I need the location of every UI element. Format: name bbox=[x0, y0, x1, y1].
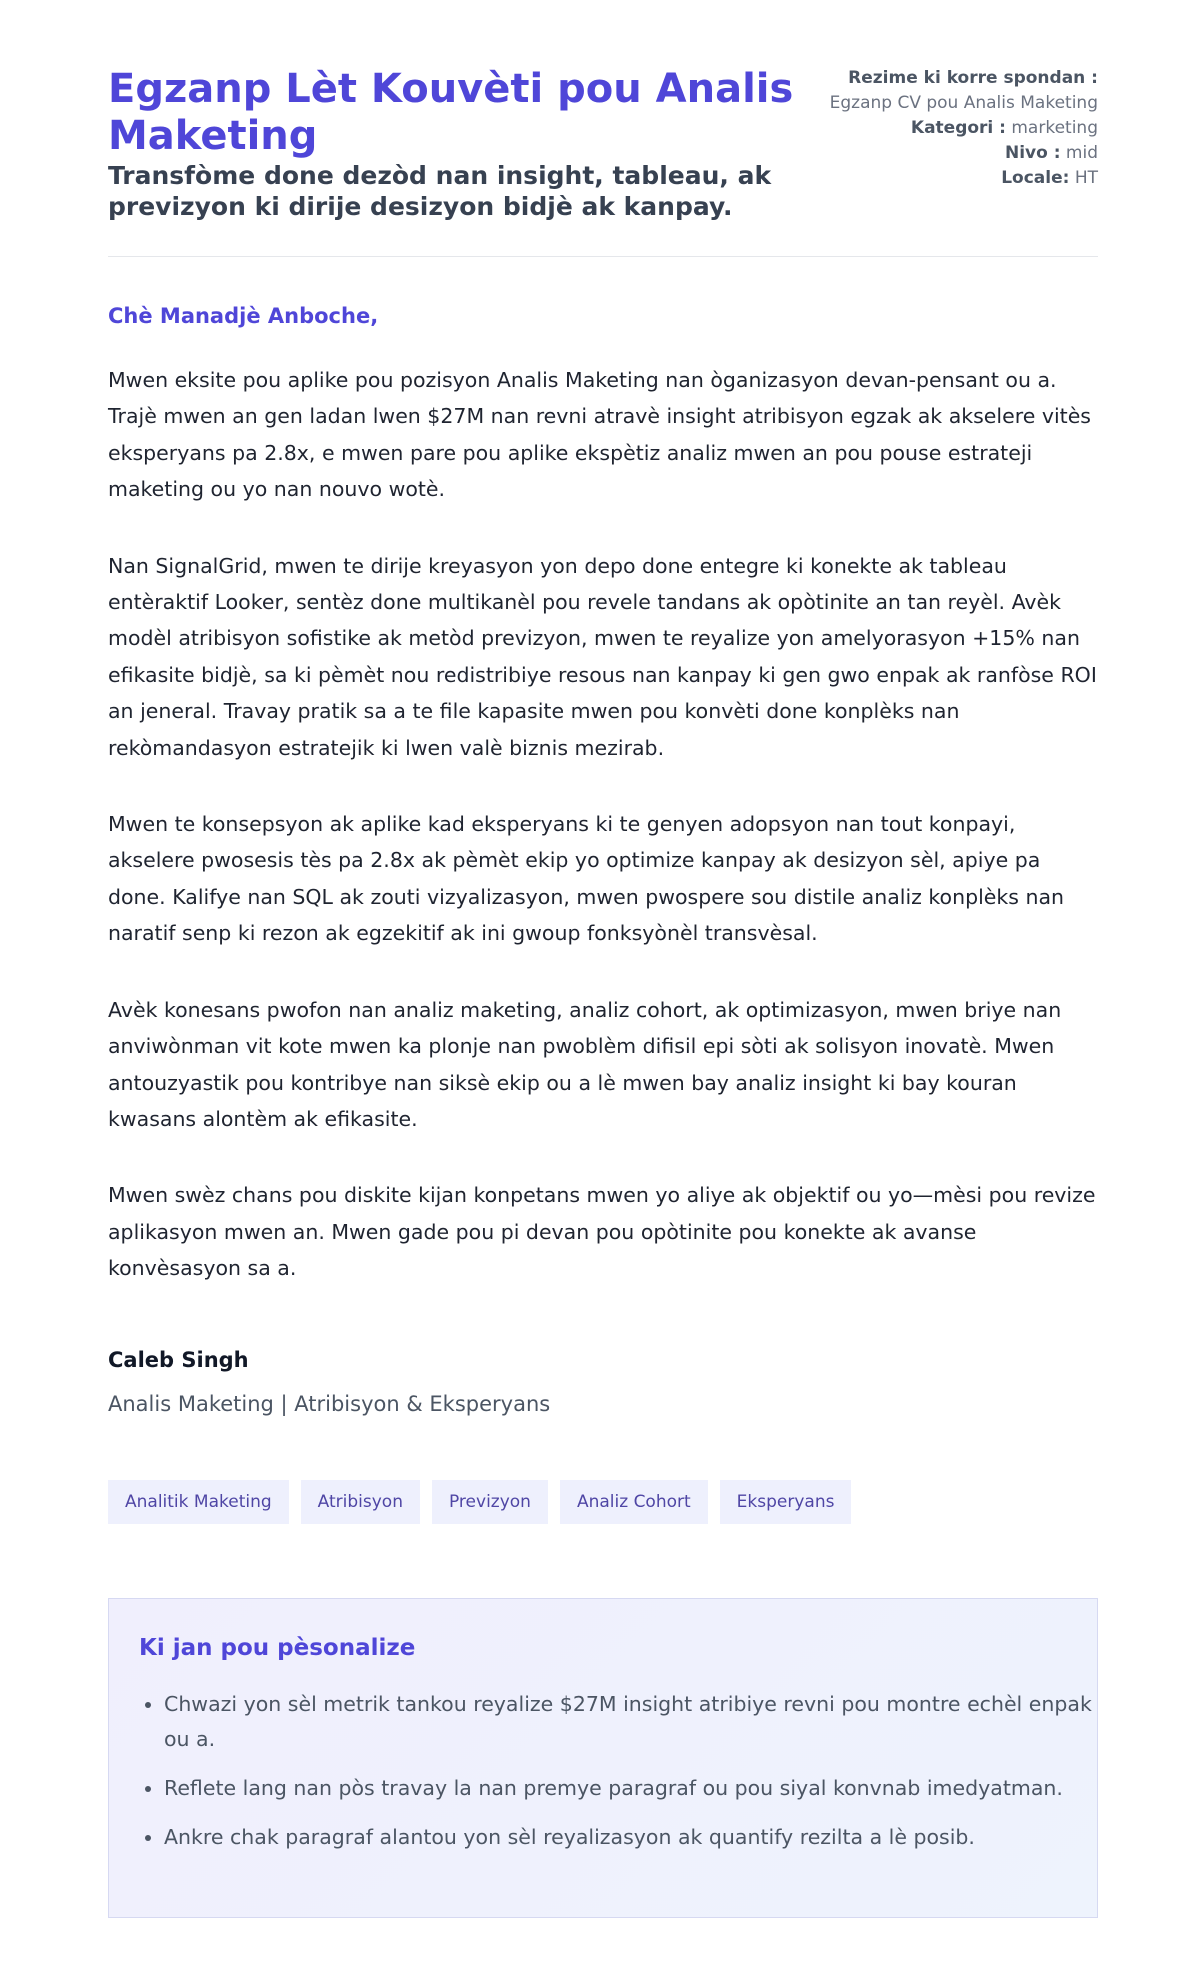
tip-item: • Chwazi yon sèl metrik tankou reyalize $27M insight atribiye revni pou montre echèl enpak ou a. bbox=[164, 1687, 1094, 1757]
paragraph: Mwen eksite pou aplike pou pozisyon Analis Maketing nan òganizasyon devan-pensant ou a. Trajè mwen an gen ladan lwen $27M nan revni atravè insight atribisyon egzak ak akselere vitès eksperyans pa 2.8x, e mwen pare pou aplike ekspètiz analiz mwen an pou pouse estrateji maketing ou yo nan nouvo wotè. bbox=[108, 368, 1091, 502]
meta-level-value: mid bbox=[1065, 143, 1098, 163]
meta-category bbox=[798, 116, 1098, 141]
tag: Analitik Maketing bbox=[108, 1480, 289, 1524]
meta-category-value: marketing bbox=[1011, 118, 1098, 138]
meta-level bbox=[798, 141, 1098, 166]
paragraph: Avèk konesans pwofon nan analiz maketing, analiz cohort, ak optimizasyon, mwen briye nan anviwònman vit kote mwen ka plonje nan pwoblèm difisil epi sòti ak solisyon inovatè. Mwen antouzyastik pou kontribye nan siksè ekip ou a lè mwen bay analiz insight ki bay kouran kwasans alontèm ak efikasite. bbox=[108, 997, 1062, 1131]
letter-header bbox=[108, 0, 1098, 257]
meta-level-label: Nivo : bbox=[1004, 143, 1061, 163]
salutation: Chè Manadjè Anboche, bbox=[108, 304, 379, 328]
tip-item: • Ankre chak paragraf alantou yon sèl reyalizasyon ak quantify rezilta a lè posib. bbox=[164, 1820, 1094, 1855]
paragraph: Mwen te konsepsyon ak aplike kad eksperyans ki te genyen adopsyon nan tout konpayi, akselere pwosesis tès pa 2.8x ak pèmèt ekip yo optimize kanpay ak desizyon sèl, apiye pa done. Kalifye nan SQL ak zouti vizyalizasyon, mwen pwospere sou distile analiz konplèks nan naratif senp ki rezon ak egzekitif ak ini gwoup fonksyònèl transvèsal. bbox=[108, 812, 1065, 946]
tips-title: Ki jan pou pèsonalize bbox=[139, 1635, 416, 1661]
page-subtitle: Transfòme done dezòd nan insight, tableau, ak previzyon ki dirije desizyon bidjè ak kanpay. bbox=[108, 161, 772, 221]
tag-list bbox=[108, 1480, 851, 1524]
tip-item: • Reflete lang nan pòs travay la nan premye paragraf ou pou siyal konvnab imedyatman. bbox=[164, 1771, 1094, 1806]
meta-locale bbox=[798, 166, 1098, 191]
meta-category-label: Kategori : bbox=[910, 118, 1006, 138]
meta-resume-value-line bbox=[798, 91, 1098, 116]
meta-locale-value: HT bbox=[1074, 168, 1098, 188]
meta-locale-label: Locale: bbox=[1001, 168, 1070, 188]
tag: Previzyon bbox=[432, 1480, 548, 1524]
tips-box bbox=[108, 1598, 1098, 1918]
page-title: Egzanp Lèt Kouvèti pou Analis Maketing bbox=[108, 66, 794, 159]
tag: Eksperyans bbox=[720, 1480, 852, 1524]
meta-block bbox=[798, 66, 1098, 191]
meta-resume-value: Egzanp CV pou Analis Maketing bbox=[829, 93, 1098, 113]
paragraph: Mwen swèz chans pou diskite kijan konpetans mwen yo aliye ak objektif ou yo—mèsi pou revize aplikasyon mwen an. Mwen gade pou pi devan pou opòtinite pou konekte ak avanse konvèsasyon sa a. bbox=[108, 1183, 1096, 1281]
meta-resume-label-line bbox=[798, 66, 1098, 91]
cover-letter-page bbox=[108, 0, 1098, 1849]
tag: Analiz Cohort bbox=[560, 1480, 708, 1524]
signer-title: Analis Maketing | Atribisyon & Eksperyans bbox=[108, 1392, 551, 1416]
tips-list bbox=[139, 1687, 1094, 1869]
letter-body bbox=[108, 362, 1098, 1327]
signer-name: Caleb Singh bbox=[108, 1348, 249, 1372]
tag: Atribisyon bbox=[301, 1480, 420, 1524]
paragraph: Nan SignalGrid, mwen te dirije kreyasyon yon depo done entegre ki konekte ak tableau entèraktif Looker, sentèz done multikanèl pou revele tandans ak opòtinite an tan reyèl. Avèk modèl atribisyon sofistike ak metòd previzyon, mwen te reyalize yon amelyorasyon +15% nan efikasite bidjè, sa ki pèmèt nou redistribiye resous nan kanpay ki gen gwo enpak ak ranfòse ROI an jeneral. Travay pratik sa a te file kapasite mwen pou konvèti done konplèks nan rekòmandasyon estratejik ki lwen valè biznis mezirab. bbox=[108, 553, 1097, 760]
meta-resume-label: Rezime ki korre spondan : bbox=[848, 68, 1098, 88]
